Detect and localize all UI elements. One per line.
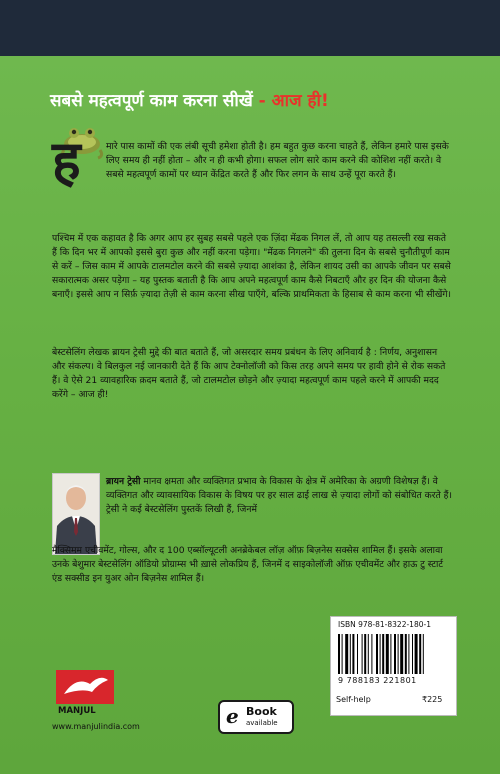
barcode-bar	[382, 634, 384, 674]
barcode-bar	[376, 634, 378, 674]
barcode-bar	[415, 634, 418, 674]
barcode-bar	[342, 634, 343, 674]
intro-paragraph: मारे पास कामों की एक लंबी सूची हमेशा होती है। हम बहुत कुछ करना चाहते हैं, लेकिन हमारे पास इसके लिए समय ही नहीं होता – और न ही कभी होगा। सफल लोग सारे काम करने की कोशिश नहीं करते। वे सबसे महत्वपूर्ण कामों पर ध्यान केंद्रित करते हैं और फिर लगन के साथ उन्हें पूरा करते हैं।	[106, 141, 449, 180]
author-bio-rest: मैक्सिमम एचीवमेंट, गोल्स, और द 100 एब्सॉल्यूटली अनब्रेकेबल लॉज़ ऑफ़ बिज़नेस सक्सेस शामिल हैं। इसके अलावा उनके बेशुमार बेस्टसेलिंग ऑडियो प्रोग्राम्स भी ख़ासे लोकप्रिय हैं, जिनमें द साइकोलॉजी ऑफ़ एचीवमेंट और हाऊ टु स्टार्ट एंड सक्सीड इन युअर ओन बिज़नेस शामिल हैं।	[52, 545, 444, 584]
barcode-bar	[394, 634, 396, 674]
barcode-bar	[345, 634, 348, 674]
barcode-bar	[405, 634, 407, 674]
barcode-bar	[419, 634, 421, 674]
barcode-bar	[390, 634, 391, 674]
barcode-bar	[412, 634, 413, 674]
author-bio-lead	[106, 475, 454, 517]
barcode-bar	[423, 634, 424, 674]
barcode-bar	[408, 634, 409, 674]
drop-cap-letter: ह	[52, 128, 81, 192]
barcode-bar	[364, 634, 366, 674]
paragraph-frog-saying: पश्चिम में एक कहावत है कि अगर आप हर सुबह सबसे पहले एक ज़िंदा मेंढक निगल लें, तो आप यह तसल्ली रख सकते हैं कि दिन भर में आपको इससे बुरा कुछ और नहीं करना पड़ेगा। "मेंढक निगलने" की तुलना दिन के सबसे चुनौतीपूर्ण काम से करें – जिस काम में आपके टालमटोल करने की सबसे ज़्यादा आशंका है, लेकिन शायद उसी का आपके जीवन पर सबसे सकारात्मक असर पड़ेगा – यह पुस्तक बताती है कि आप अपने महत्वपूर्ण काम कैसे निबटाएँ और हर दिन की योजना कैसे बनाएँ। इससे आप न सिर्फ़ ज़्यादा तेज़ी से काम करना सीख पाएँगे, बल्कि प्राथमिकता के हिसाब से काम करना भी सीखेंगे।	[52, 233, 452, 300]
barcode-bar	[386, 634, 389, 674]
barcode-bar	[357, 634, 358, 674]
headline-accent: - आज ही!	[252, 91, 329, 111]
publisher-website: www.manjulindia.com	[52, 722, 140, 731]
headline-main: सबसे महत्वपूर्ण काम करना सीखें	[50, 91, 253, 111]
genre-label: Self-help	[336, 695, 371, 704]
ebook-e-glyph: e	[226, 704, 239, 728]
isbn-text: ISBN 978-81-8322-180-1	[338, 620, 431, 629]
barcode-bar	[352, 634, 354, 674]
ebook-available-badge	[218, 700, 294, 734]
author-bio-a: मानव क्षमता और व्यक्तिगत प्रभाव के विकास के क्षेत्र में अमेरिका के अग्रणी विशेषज्ञ हैं। वे व्यक्तिगत और व्यावसायिक विकास के विषय पर हर साल ढाई लाख से ज़्यादा लोगों को संबोधित करते हैं। ट्रेसी ने कई बेस्टसेलिंग पुस्तकें लिखी हैं, जिनमें	[106, 476, 453, 515]
manjul-logo	[56, 670, 114, 704]
barcode-bar	[368, 634, 369, 674]
barcode-bar	[338, 634, 340, 674]
barcode-bar	[400, 634, 403, 674]
ebook-label: Book	[246, 705, 277, 718]
paragraph-bestselling-author: बेस्टसेलिंग लेखक ब्रायन ट्रेसी मुद्दे की बात बताते हैं, जो असरदार समय प्रबंधन के लिए अनिवार्य है : निर्णय, अनुशासन और संकल्प। वे बिलकुल नई जानकारी देते हैं कि आप टेक्नोलॉजी को किस तरह अपने समय पर हावी होने से रोक सकते हैं। वे ऐसे 21 व्यावहारिक क़दम बताते हैं, जो टालमटोल छोड़ने और ज़्यादा महत्वपूर्ण काम पहले करने में आपकी मदद करेंगे – आज ही!	[52, 347, 446, 400]
publisher-name: MANJUL	[58, 706, 96, 716]
author-name: ब्रायन ट्रेसी	[106, 476, 141, 487]
barcode-bar	[380, 634, 381, 674]
barcode-bar	[362, 634, 363, 674]
barcode-number: 9 788183 221801	[338, 676, 417, 685]
ebook-available-label: available	[246, 719, 278, 727]
headline	[50, 88, 329, 111]
barcode-bar	[371, 634, 372, 674]
author-photo	[52, 473, 100, 555]
barcode-bar	[350, 634, 351, 674]
top-dark-band	[0, 0, 500, 56]
barcode	[338, 634, 448, 674]
price-label: ₹225	[422, 695, 443, 704]
barcode-bar	[398, 634, 399, 674]
